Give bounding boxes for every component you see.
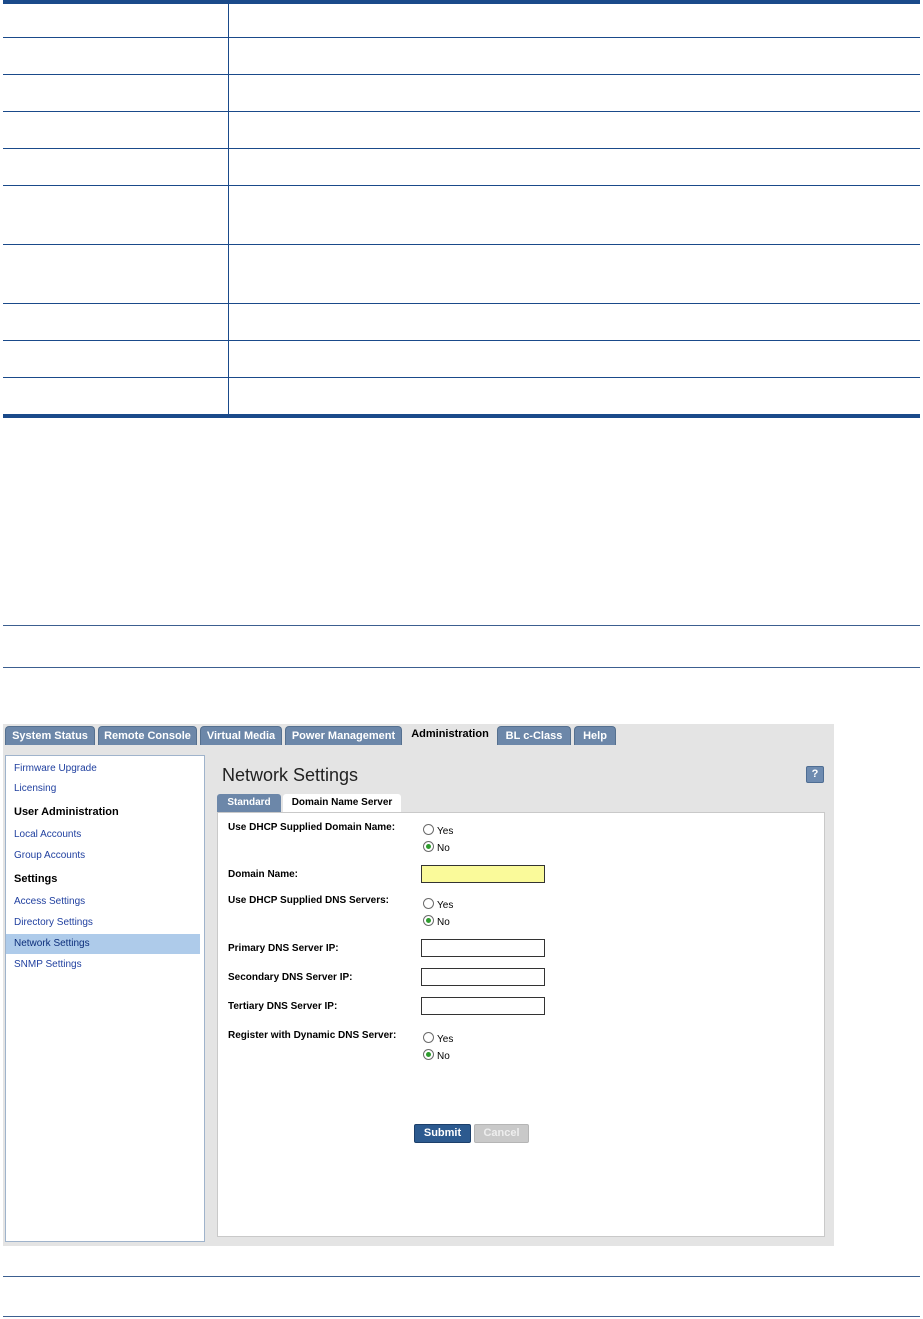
- tab-system-status[interactable]: System Status: [5, 726, 95, 745]
- table-cell: [229, 38, 921, 75]
- dhcp-domain-no-radio[interactable]: [423, 841, 450, 855]
- sidebar-item-group-accounts[interactable]: Group Accounts: [14, 850, 86, 861]
- tab-power-management[interactable]: Power Management: [285, 726, 402, 745]
- note-top-rule: [3, 625, 920, 626]
- dhcp-dns-yes-radio[interactable]: [423, 898, 453, 912]
- primary-dns-label: Primary DNS Server IP:: [228, 943, 339, 954]
- dhcp-domain-name-label: Use DHCP Supplied Domain Name:: [228, 822, 396, 833]
- table-cell: [3, 304, 229, 341]
- table-cell: [229, 304, 921, 341]
- tab-remote-console[interactable]: Remote Console: [98, 726, 197, 745]
- sidebar: [5, 755, 205, 1242]
- cancel-button[interactable]: Cancel: [474, 1124, 529, 1143]
- table-row: [3, 112, 920, 149]
- table-cell: [229, 112, 921, 149]
- radio-selected-icon: [423, 1049, 434, 1060]
- table-cell: [3, 2, 229, 38]
- table-cell: [3, 378, 229, 417]
- ilo-screenshot: [3, 724, 834, 1246]
- tab-bl-c-class[interactable]: BL c-Class: [497, 726, 571, 745]
- table-cell: [3, 186, 229, 245]
- radio-label: Yes: [437, 1034, 454, 1045]
- radio-selected-icon: [423, 915, 434, 926]
- sidebar-item-firmware-upgrade[interactable]: Firmware Upgrade: [14, 763, 97, 774]
- subtab-domain-name-server[interactable]: Domain Name Server: [283, 794, 401, 812]
- radio-label: Yes: [437, 900, 454, 911]
- note-top-rule: [3, 1276, 920, 1277]
- help-icon[interactable]: ?: [806, 766, 824, 783]
- radio-icon: [423, 824, 434, 835]
- secondary-dns-label: Secondary DNS Server IP:: [228, 972, 353, 983]
- dns-settings-panel: [217, 812, 825, 1237]
- table-row: [3, 75, 920, 112]
- register-ddns-yes-radio[interactable]: [423, 1032, 453, 1046]
- table-cell: [3, 38, 229, 75]
- tertiary-dns-input[interactable]: [421, 997, 545, 1015]
- sidebar-item-snmp-settings[interactable]: SNMP Settings: [14, 959, 82, 970]
- table-cell: [229, 378, 921, 417]
- table-cell: [229, 186, 921, 245]
- table-cell: [3, 149, 229, 186]
- table-row: [3, 149, 920, 186]
- sidebar-item-licensing[interactable]: Licensing: [14, 783, 57, 794]
- domain-name-label: Domain Name:: [228, 869, 299, 880]
- note-bottom-rule: [3, 1316, 920, 1317]
- radio-label: Yes: [437, 826, 454, 837]
- table-row: [3, 378, 920, 417]
- secondary-dns-input[interactable]: [421, 968, 545, 986]
- table-row: [3, 38, 920, 75]
- page-title: Network Settings: [222, 765, 359, 785]
- table-cell: [229, 341, 921, 378]
- radio-label: No: [437, 917, 450, 928]
- sidebar-heading-user-administration: User Administration: [14, 806, 119, 818]
- subtab-standard[interactable]: Standard: [217, 794, 281, 812]
- note-bottom-rule: [3, 667, 920, 668]
- table-cell: [3, 75, 229, 112]
- table-cell: [229, 245, 921, 304]
- radio-selected-icon: [423, 841, 434, 852]
- table-row: [3, 341, 920, 378]
- dhcp-domain-yes-radio[interactable]: [423, 824, 453, 838]
- submit-button[interactable]: Submit: [414, 1124, 471, 1143]
- radio-label: No: [437, 1051, 450, 1062]
- sidebar-item-access-settings[interactable]: Access Settings: [14, 896, 86, 907]
- table-row: [3, 245, 920, 304]
- table-cell: [229, 75, 921, 112]
- tab-administration[interactable]: Administration: [405, 724, 495, 746]
- dhcp-dns-servers-label: Use DHCP Supplied DNS Servers:: [228, 895, 389, 906]
- sidebar-item-network-settings[interactable]: Network Settings: [6, 934, 200, 954]
- table-row: [3, 304, 920, 341]
- table-cell: [229, 2, 921, 38]
- radio-icon: [423, 1032, 434, 1043]
- sidebar-heading-settings: Settings: [14, 873, 58, 885]
- domain-name-input[interactable]: [421, 865, 545, 883]
- primary-dns-input[interactable]: [421, 939, 545, 957]
- dhcp-dns-no-radio[interactable]: [423, 915, 450, 929]
- tab-virtual-media[interactable]: Virtual Media: [200, 726, 282, 745]
- sidebar-item-directory-settings[interactable]: Directory Settings: [14, 917, 93, 928]
- main-content: [214, 755, 829, 1242]
- register-ddns-label: Register with Dynamic DNS Server:: [228, 1030, 397, 1041]
- table-row: [3, 186, 920, 245]
- sidebar-item-local-accounts[interactable]: Local Accounts: [14, 829, 82, 840]
- table-cell: [3, 341, 229, 378]
- tab-help[interactable]: Help: [574, 726, 616, 745]
- main-tab-bar: [3, 724, 834, 746]
- register-ddns-no-radio[interactable]: [423, 1049, 450, 1063]
- table-header-row: [3, 2, 920, 38]
- document-table: [3, 0, 920, 418]
- tertiary-dns-label: Tertiary DNS Server IP:: [228, 1001, 338, 1012]
- radio-label: No: [437, 843, 450, 854]
- radio-icon: [423, 898, 434, 909]
- table-cell: [3, 245, 229, 304]
- table-cell: [3, 112, 229, 149]
- table-cell: [229, 149, 921, 186]
